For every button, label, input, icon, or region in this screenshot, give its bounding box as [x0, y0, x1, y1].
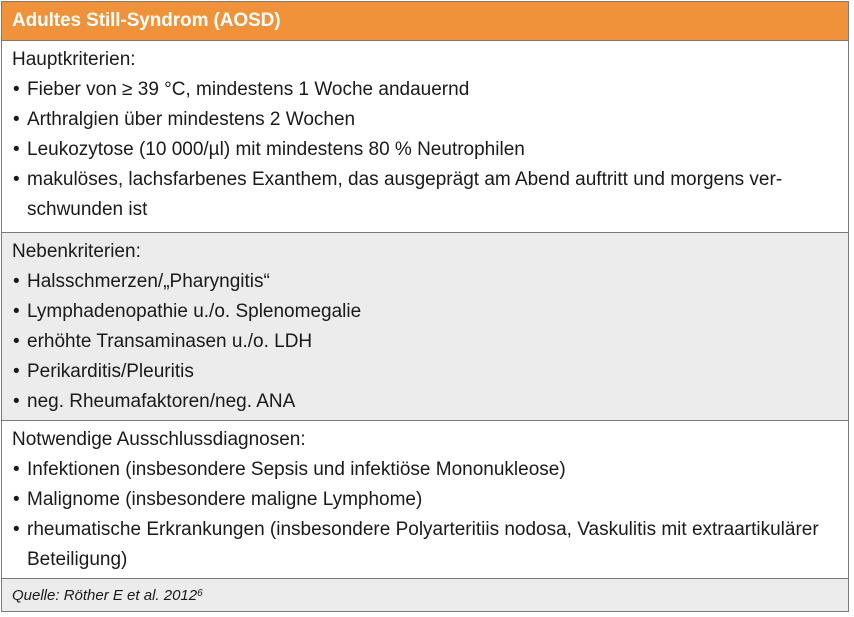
list-item: • Fieber von ≥ 39 °C, mindestens 1 Woche andauernd — [12, 75, 848, 105]
bullet-icon: • — [13, 109, 20, 130]
list-item: • Halsschmerzen/„Pharyngitis“ — [12, 267, 848, 297]
list-item: • Arthralgien über mindestens 2 Wochen — [12, 105, 848, 135]
table-footer-source — [2, 579, 848, 611]
source-reference-number: 6 — [197, 587, 203, 599]
bullet-icon: • — [13, 391, 20, 412]
bullet-icon: • — [13, 271, 20, 292]
section-main-criteria — [2, 41, 848, 233]
list-item: • rheumatische Erkrankungen (insbesondere Polyarteritiis nodosa, Vaskulitis mit extraartikulärer Beteiligung) — [12, 515, 848, 575]
list-item: • neg. Rheumafaktoren/neg. ANA — [12, 387, 848, 417]
minor-criteria-list — [12, 267, 848, 417]
list-item: • Lymphadenopathie u./o. Splenomegalie — [12, 297, 848, 327]
bullet-icon: • — [13, 139, 20, 160]
main-criteria-list — [12, 75, 848, 225]
section-minor-criteria — [2, 233, 848, 421]
criteria-table — [1, 1, 849, 612]
bullet-icon: • — [13, 489, 20, 510]
bullet-icon: • — [13, 361, 20, 382]
table-header — [2, 2, 848, 41]
table-title: Adultes Still-Syndrom (AOSD) — [12, 10, 281, 31]
bullet-icon: • — [13, 301, 20, 322]
list-item: • Leukozytose (10 000/µl) mit mindestens 80 % Neutrophilen — [12, 135, 848, 165]
exclusion-diagnoses-list — [12, 455, 848, 575]
bullet-icon: • — [13, 79, 20, 100]
list-item: • Perikarditis/Pleuritis — [12, 357, 848, 387]
bullet-icon: • — [13, 519, 20, 540]
bullet-icon: • — [13, 169, 20, 190]
bullet-icon: • — [13, 459, 20, 480]
list-item: • erhöhte Transaminasen u./o. LDH — [12, 327, 848, 357]
list-item: • makulöses, lachsfarbenes Exanthem, das ausgeprägt am Abend auftritt und morgens verschwunden ist — [12, 165, 848, 225]
bullet-icon: • — [13, 331, 20, 352]
list-item: • Infektionen (insbesondere Sepsis und infektiöse Mononukleose) — [12, 455, 848, 485]
list-item: • Malignome (insbesondere maligne Lymphome) — [12, 485, 848, 515]
section-exclusion-diagnoses — [2, 421, 848, 579]
section-title-minor-criteria: Nebenkriterien: — [12, 241, 141, 262]
source-citation: Quelle: Röther E et al. 2012 — [12, 586, 198, 604]
section-title-exclusion-diagnoses: Notwendige Ausschlussdiagnosen: — [12, 429, 306, 450]
section-title-main-criteria: Hauptkriterien: — [12, 49, 136, 70]
